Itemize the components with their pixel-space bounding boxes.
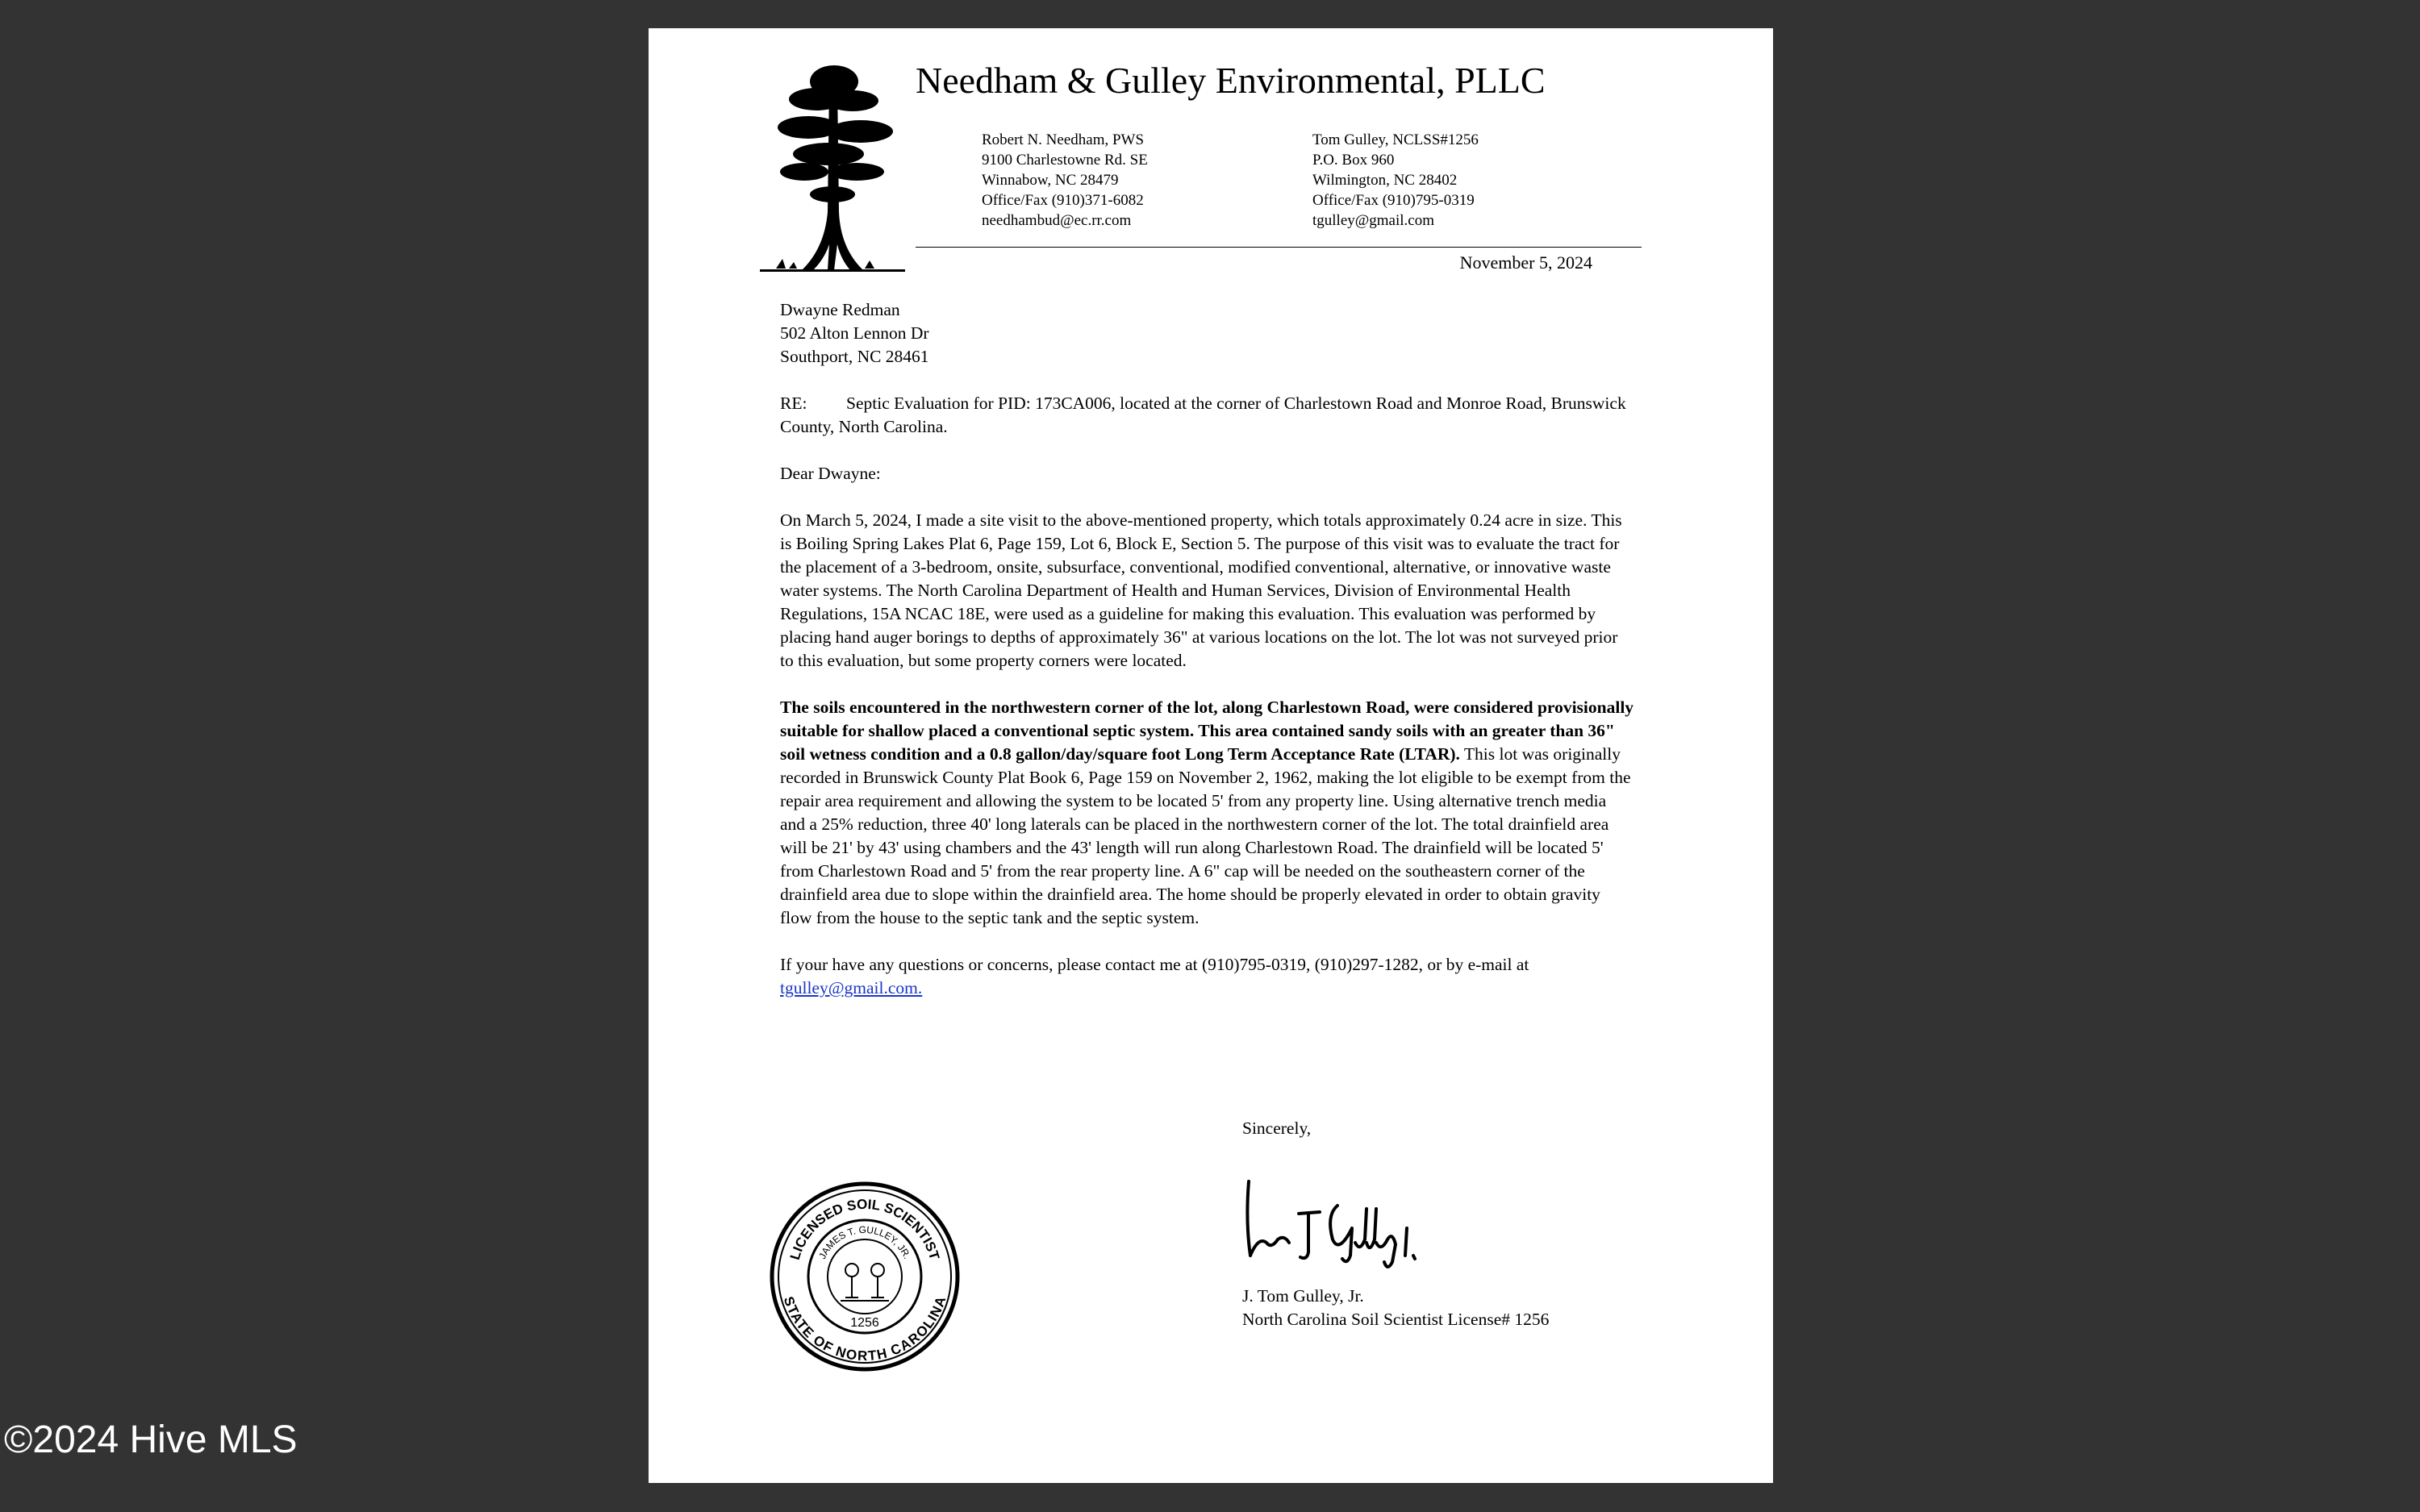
contact-line: 9100 Charlestowne Rd. SE — [982, 152, 1148, 169]
subject-line — [780, 392, 1635, 439]
contact-line: Winnabow, NC 28479 — [982, 172, 1119, 189]
recipient-name: Dwayne Redman — [780, 300, 900, 319]
paragraph-site-visit: On March 5, 2024, I made a site visit to the above-mentioned property, which totals approximately 0.24 acre in size. This is Boiling Spring Lakes Plat 6, Page 159, Lot 6, Block E, Section 5. The purpose of this visit was to evaluate the tract for the placement of a 3-bedroom, onsite, subsurface, conventional, modified conventional, alternative, or innovative waste water systems. The North Carolina Department of Health and Human Services, Division of Environmental Health Regulations, 15A NCAC 18E, were used as a guideline for making this evaluation. This evaluation was performed by placing hand auger borings to depths of approximately 36" at various locations on the lot. The lot was not surveyed prior to this evaluation, but some property corners were located. — [780, 510, 1622, 670]
signer-title: North Carolina Soil Scientist License# 1256 — [1242, 1310, 1550, 1329]
svg-text:JAMES T. GULLEY, JR. — [816, 1224, 913, 1261]
paragraph-contact — [780, 953, 1635, 1000]
contact-line: Tom Gulley, NCLSS#1256 — [1312, 131, 1479, 148]
contact-line: needhambud@ec.rr.com — [982, 212, 1132, 229]
handwritten-signature-icon — [1242, 1165, 1428, 1286]
paragraph-findings — [780, 696, 1635, 930]
closing: Sincerely, — [1242, 1118, 1312, 1138]
re-text: Septic Evaluation for PID: 173CA006, located at the corner of Charlestown Road and Monroe Road, Brunswick County, North Carolina. — [780, 394, 1626, 436]
contact-needham — [982, 130, 1148, 231]
seal-outer-bottom: STATE OF NORTH CAROLINA — [780, 1294, 949, 1364]
signer-name: J. Tom Gulley, Jr. — [1242, 1286, 1364, 1306]
recipient-street: 502 Alton Lennon Dr — [780, 323, 929, 343]
letterhead-divider — [916, 247, 1642, 248]
seal-outer-top: LICENSED SOIL SCIENTIST — [786, 1196, 943, 1262]
watermark: ©2024 Hive MLS — [4, 1418, 298, 1461]
findings-bold: The soils encountered in the northwestern corner of the lot, along Charlestown Road, were considered provisionally suitable for shallow placed a conventional septic system. This area contained sandy soils with an greater than 36" soil wetness condition and a 0.8 gallon/day/square foot Long Term Acceptance Rate (LTAR). — [780, 698, 1634, 764]
recipient-address — [780, 298, 1635, 369]
contact-line: Office/Fax (910)795-0319 — [1312, 192, 1475, 209]
contact-line: Office/Fax (910)371-6082 — [982, 192, 1144, 209]
cypress-tree-icon — [760, 51, 905, 281]
contact-line: Robert N. Needham, PWS — [982, 131, 1145, 148]
firm-name: Needham & Gulley Environmental, PLLC — [916, 60, 1546, 101]
seal-number: 1256 — [850, 1316, 879, 1330]
contact-line: Wilmington, NC 28402 — [1312, 172, 1458, 189]
letter-date: November 5, 2024 — [1459, 252, 1592, 273]
contact-line: P.O. Box 960 — [1312, 152, 1395, 169]
email-link[interactable]: tgulley@gmail.com. — [780, 978, 923, 998]
findings-detail: This lot was originally recorded in Brunswick County Plat Book 6, Page 159 on November 2, 1962, making the lot eligible to be exempt from the repair area requirement and allowing the system to be located 5' from any property line. Using alternative trench media and a 25% reduction, three 40' long laterals can be placed in the northwestern corner of the lot. The total drainfield area will be 21' by 43' using chambers and the 43' length will run along Charlestown Road. The drainfield will be located 5' from Charlestown Road and 5' from the rear property line. A 6" cap will be needed on the southeastern corner of the drainfield area due to slope within the drainfield area. The home should be properly elevated in order to obtain gravity flow from the house to the septic tank and the septic system. — [780, 744, 1631, 927]
soil-scientist-seal-icon — [768, 1180, 962, 1373]
re-label: RE: — [780, 394, 807, 413]
recipient-city: Southport, NC 28461 — [780, 347, 929, 366]
contact-gulley — [1312, 130, 1479, 231]
signer-block — [1242, 1285, 1549, 1331]
seal-inner-name: JAMES T. GULLEY, JR. — [816, 1223, 913, 1261]
contact-text: If your have any questions or concerns, please contact me at (910)795-0319, (910)297-1282, or by e-mail at — [780, 955, 1529, 974]
contact-line: tgulley@gmail.com — [1312, 212, 1434, 229]
letter-page — [649, 28, 1773, 1483]
letter-body — [780, 298, 1635, 1023]
salutation: Dear Dwayne: — [780, 464, 881, 483]
